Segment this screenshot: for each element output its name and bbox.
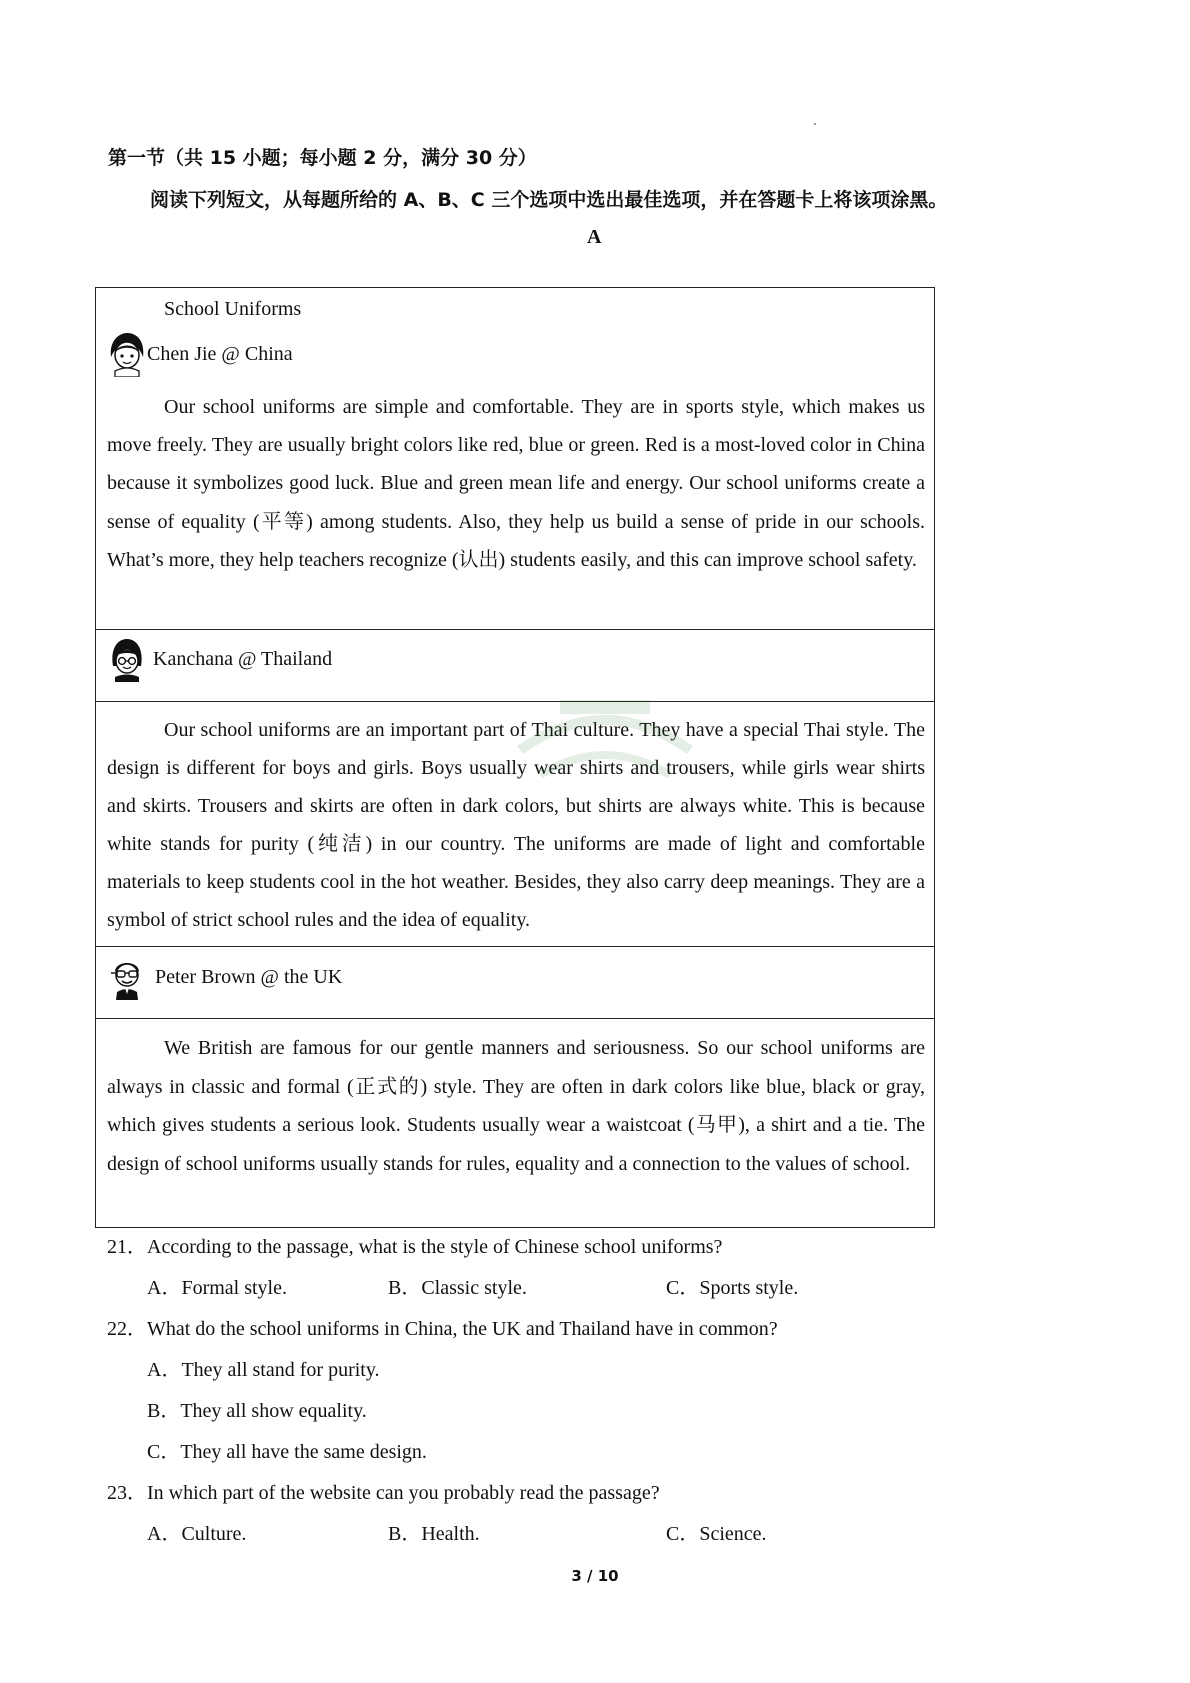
passage-paragraph-china: Our school uniforms are simple and comfortable. They are in sports style, which makes us move freely. They are usually bright colors like red, blue or green. Red is a most-loved color in China because it symbolizes good luck. Blue and green mean life and energy. Our school uniforms create a sense of equality (平等) among students. Also, they help us build a sense of pride in our schools. What’s more, they help teachers recognize (认出) students easily, and this can improve school safety. — [107, 396, 925, 571]
part-letter: A — [587, 226, 602, 248]
option-21-b[interactable]: B．Classic style. — [388, 1277, 527, 1299]
option-23-b[interactable]: B．Health. — [388, 1523, 480, 1545]
divider — [96, 946, 934, 947]
author-name-thailand: Kanchana @ Thailand — [153, 647, 333, 670]
girl-glasses-avatar-icon — [107, 636, 147, 682]
question-stem-23: 23．In which part of the website can you probably read the passage? — [107, 1482, 660, 1504]
passage-box — [95, 287, 935, 1228]
option-22-b[interactable]: B．They all show equality. — [147, 1400, 367, 1422]
passage-title: School Uniforms — [164, 298, 302, 320]
question-stem-22: 22．What do the school uniforms in China, the UK and Thailand have in common? — [107, 1318, 778, 1340]
author-name-uk: Peter Brown @ the UK — [155, 965, 343, 988]
question-stem-21: 21．According to the passage, what is the style of Chinese school uniforms? — [107, 1236, 723, 1258]
divider — [96, 701, 934, 702]
option-21-c[interactable]: C．Sports style. — [666, 1277, 799, 1299]
option-23-c[interactable]: C．Science. — [666, 1523, 767, 1545]
author-row-china — [107, 331, 293, 377]
page-number: 3 / 10 — [571, 1567, 619, 1585]
instruction-text: 阅读下列短文，从每题所给的 A、B、C 三个选项中选出最佳选项，并在答题卡上将该项涂黑。 — [150, 189, 948, 211]
section-title: 第一节（共 15 小题；每小题 2 分，满分 30 分） — [108, 147, 537, 169]
option-21-a[interactable]: A．Formal style. — [147, 1277, 287, 1299]
scan-dot — [814, 123, 816, 125]
girl-avatar-icon — [107, 331, 147, 377]
divider — [96, 1018, 934, 1019]
option-23-a[interactable]: A．Culture. — [147, 1523, 247, 1545]
option-22-c[interactable]: C．They all have the same design. — [147, 1441, 427, 1463]
author-name-china: Chen Jie @ China — [147, 342, 293, 365]
author-row-thailand — [107, 636, 332, 682]
divider — [96, 629, 934, 630]
passage-paragraph-uk: We British are famous for our gentle manners and seriousness. So our school uniforms are always in classic and formal (正式的) style. They are often in dark colors like blue, black or gray, which gives students a serious look. Students usually wear a waistcoat (马甲), a shirt and a tie. The design of school uniforms usually stands for rules, equality and a connection to the values of school. — [107, 1037, 925, 1175]
passage-paragraph-thailand: Our school uniforms are an important part of Thai culture. They have a special Thai style. The design is different for boys and girls. Boys usually wear shirts and trousers, while girls wear shirts and skirts. Trousers and skirts are often in dark colors, but shirts are always white. This is because white stands for purity (纯洁) in our country. The uniforms are made of light and comfortable materials to keep students cool in the hot weather. Besides, they also carry deep meanings. They are a symbol of strict school rules and the idea of equality. — [107, 719, 925, 931]
man-glasses-avatar-icon — [107, 954, 147, 1000]
option-22-a[interactable]: A．They all stand for purity. — [147, 1359, 380, 1381]
author-row-uk — [107, 954, 342, 1000]
